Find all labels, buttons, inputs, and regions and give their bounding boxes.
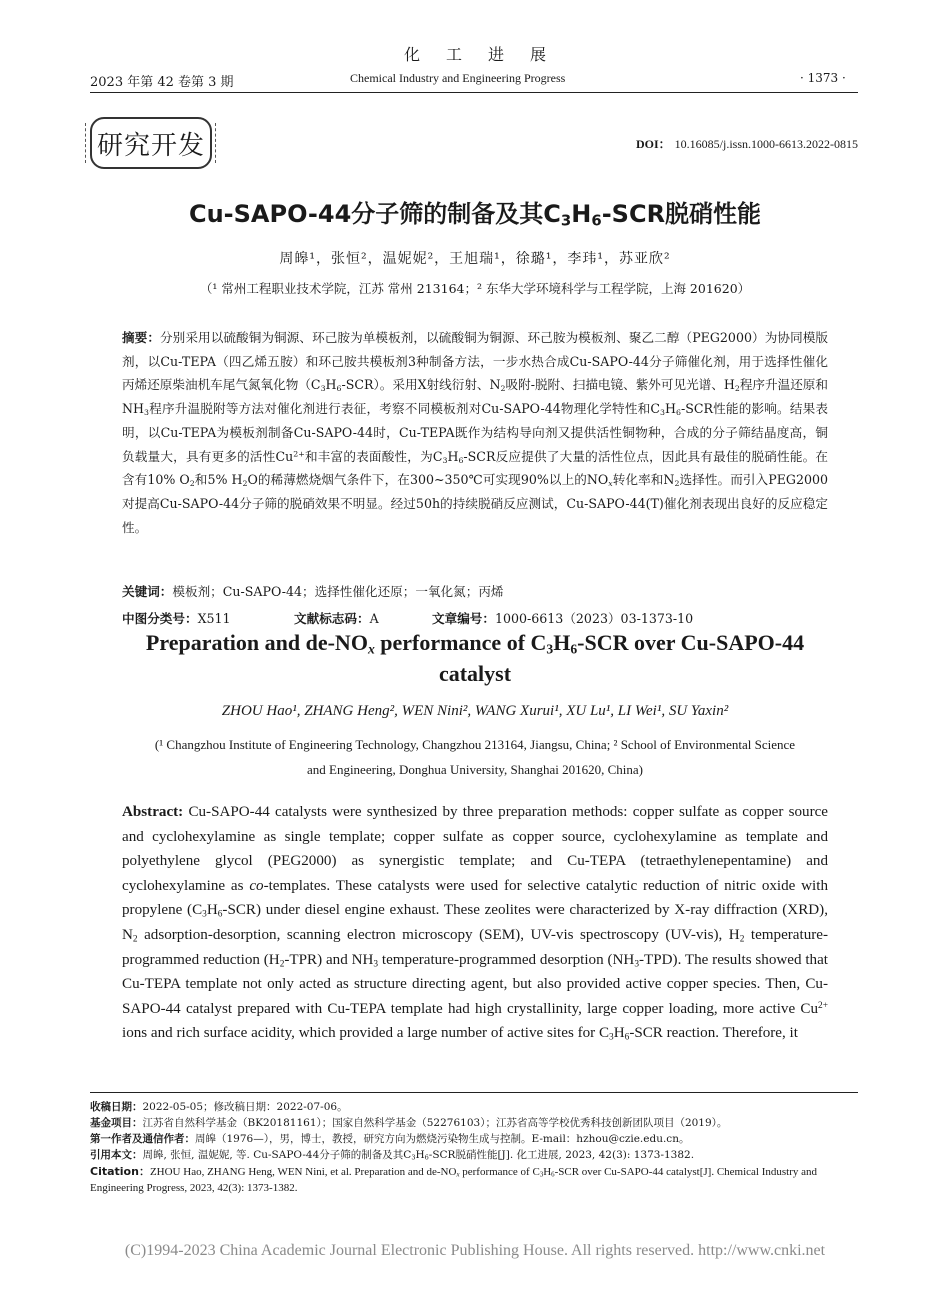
fund-label: 基金项目： — [90, 1117, 143, 1129]
journal-name-en: Chemical Industry and Engineering Progress — [350, 71, 566, 85]
affiliation-en-line1: (¹ Changzhou Institute of Engineering Technology, Changzhou 213164, Jiangsu, China; ² School of Environmental Science — [154, 737, 796, 752]
article-value: 1000-6613（2023）03-1373-10 — [494, 611, 694, 626]
cite-en-text: performance of C — [459, 1166, 540, 1178]
keywords-label: 关键词： — [122, 584, 173, 599]
abstract-en-text: H — [206, 902, 218, 919]
title-cn-part1: Cu-SAPO-44分子筛的制备及其C — [188, 200, 561, 228]
fund-text: 江苏省自然科学基金（BK20181161）；国家自然科学基金（52276103）；江苏省高等学校优秀科技创新团队项目（2019）。 — [142, 1117, 728, 1129]
keywords-text: 模板剂；Cu-SAPO-44；选择性催化还原；一氧化氮；丙烯 — [172, 584, 504, 599]
title-cn-sub: 3 — [560, 211, 572, 230]
title-en — [0, 627, 950, 689]
footnote-received — [90, 1099, 858, 1115]
abstract-cn-label: 摘要： — [122, 330, 161, 345]
doi-label: DOI： — [635, 137, 671, 151]
abstract-en-text: ions and rich surface acidity, which provided a large number of active sites for C — [122, 1025, 610, 1042]
abstract-en-label: Abstract: — [122, 804, 184, 820]
title-cn-sub: 6 — [591, 211, 602, 230]
doc-code — [294, 608, 379, 627]
doi[interactable] — [636, 135, 858, 152]
author-label: 第一作者及通信作者： — [90, 1133, 195, 1145]
title-en-text: H — [553, 630, 571, 655]
clc-value: X511 — [197, 611, 231, 626]
issue-info: 2023 年第 42 卷第 3 期 — [90, 75, 234, 90]
abstract-cn-text: O的稀薄燃烧烟气条件下，在300~350℃可实现90%以上的NO — [247, 472, 609, 488]
abstract-cn-text: 吸附-脱附、扫描电镜、紫外可见光谱、H — [505, 377, 735, 393]
abstract-en-text: adsorption-desorption, scanning electron microscopy (SEM), UV-vis spectroscopy (UV-vis), H — [137, 926, 740, 943]
abstract-en-text: -templates. These catalysts were used for selective catalytic reduction of nitric oxide with propylene (C — [122, 877, 828, 919]
title-cn-part3: -SCR脱硝性能 — [601, 200, 762, 228]
affiliation-en — [130, 732, 820, 782]
abstract-cn-text: 和丰富的表面酸性，为C — [304, 448, 443, 464]
title-en-sub: 6 — [570, 641, 578, 657]
title-cn-part2: H — [571, 200, 592, 228]
header-rule — [90, 92, 858, 93]
keywords-cn — [122, 581, 828, 600]
affiliation-en-line2: and Engineering, Donghua University, Shanghai 201620, China) — [306, 762, 643, 777]
footnote-cite-en: Citation：ZHOU Hao, ZHANG Heng, WEN Nini, et al. Preparation and $de-NO_x$ performance of $C_3H_6$-SCR over Cu-SAPO-44 catalyst[J]. Chemical Industry and Engineering Progress, 2023, 42(3): 1373-1382. — [90, 1165, 818, 1194]
footnote-rule — [90, 1092, 858, 1093]
authors-cn: 周皞¹，张恒²，温妮妮²，王旭瑞¹，徐璐¹，李玮¹，苏亚欣² — [279, 251, 671, 267]
abstract-en-italic: co — [249, 877, 264, 894]
column-badge: 研究开发 — [90, 117, 212, 169]
abstract-en-text: -TPD). The results showed that Cu-TEPA template not only acted as structure directing agent, but also provided active copper species. Then, Cu-SAPO-44 catalyst prepared with Cu-TEPA template had high crystallinity, large copper loading, more active Cu — [122, 951, 828, 1017]
abstract-cn: 摘要：分别采用以硫酸铜为铜源、环己胺为单模板剂，以硫酸铜为铜源、环己胺为模板剂、聚乙二醇（PEG2000）为协同模版剂，以Cu-TEPA（四乙烯五胺）和环己胺共模板剂3种制备方法，一步水热合成Cu-SAPO-44分子筛催化剂，用于选择性催化丙烯还原柴油机车尾气氮氧化物$(C_3H_6-SCR)$。采用X射线衍射、$N_2$吸附-脱附、扫描电镜、紫外可见光谱、$H_2$程序升温还原和$NH_3$程序升温脱附等方法对催化剂进行表征，考察不同模板剂对Cu-SAPO-44物理化学特性和$C_3H_6$-SCR性能的影响。结果表明，以Cu-TEPA为模板剂制备Cu-SAPO-44时，Cu-TEPA既作为结构导向剂又提供活性铜物种，合成的分子筛结晶度高，铜负载量大，具有更多的活性$Cu^{2+}$和丰富的表面酸性，为$C_3H_6$-SCR反应提供了大量的活性位点，因此具有最佳的脱硝性能。在含有10% $O_2$和5% $H_2O$的稀薄燃烧烟气条件下，在300~350℃可实现90%以上的$NO_x$转化率和$N_2$选择性。而引入PEG2000对提高Cu-SAPO-44分子筛的脱硝效果不明显。经过50h的持续脱硝反应测试，Cu-SAPO-44(T)催化剂表现出良好的反应稳定性。 — [122, 330, 828, 535]
abstract-cn-text: 分别采用以硫酸铜为铜源、环己胺为单模板剂，以硫酸铜为铜源、环己胺为模板剂、聚乙二醇（PEG2000）为协同模版剂，以Cu-TEPA（四乙烯五胺）和环己胺共模板剂3种制备方法，一步水热合成Cu-SAPO-44分子筛催化剂，用于选择性催化丙烯还原柴油机车尾气氮氧化物（C — [122, 330, 828, 393]
cite-cn-label: 引用本文： — [90, 1149, 143, 1161]
copyright-watermark: (C)1994-2023 China Academic Journal Electronic Publishing House. All rights reserved. http://www.cnki.net — [124, 1242, 826, 1259]
abstract-en-text: Cu-SAPO-44 catalysts were synthesized by three preparation methods: copper sulfate as copper source and cyclohexylamine as single template; copper sulfate as copper source, cyclohexylamine as template and polyethylene glycol (PEG2000) as synergistic template; and Cu-TEPA (tetraethylenepentamine) and cyclohexylamine as — [122, 804, 828, 894]
abstract-en-text: temperature-programmed reduction (H — [122, 926, 828, 968]
clc-label: 中图分类号： — [122, 611, 198, 626]
abstract-cn-text: H — [325, 377, 337, 393]
title-cn — [0, 194, 950, 229]
abstract-cn-text: 转化率和N — [612, 472, 675, 488]
footnote-cite-cn: 引用本文：周皞, 张恒, 温妮妮, 等. Cu-SAPO-44分子筛的制备及其$C_3H_6$-SCR脱硝性能[J]. 化工进展, 2023, 42(3): 1373-1382. — [90, 1149, 695, 1162]
footnote-author — [90, 1131, 858, 1147]
abstract-cn-text: H — [447, 448, 459, 464]
title-en-sub: 3 — [546, 641, 554, 657]
abstract-en-text: H — [613, 1025, 625, 1042]
doi-value[interactable]: 10.16085/j.issn.1000-6613.2022-0815 — [674, 137, 858, 151]
author-text: 周皞（1976—），男，博士，教授，研究方向为燃烧污染物生成与控制。E-mail：hzhou@czie.edu.cn。 — [195, 1133, 690, 1145]
abstract-cn-text: 选择性。而引入PEG2000对提高Cu-SAPO-44分子筛的脱硝效果不明显。经过50h的持续脱硝反应测试，Cu-SAPO-44(T)催化剂表现出良好的反应稳定性。 — [122, 472, 828, 535]
title-en-line2: catalyst — [438, 661, 512, 686]
doc-label: 文献标志码： — [294, 611, 370, 626]
abstract-cn-text: 程序升温还原和NH — [122, 377, 828, 417]
cite-cn-text: H — [415, 1149, 425, 1161]
title-en-text: -SCR over Cu-SAPO-44 — [577, 630, 805, 655]
cite-cn-text: -SCR脱硝性能[J]. 化工进展, 2023, 42(3): 1373-1382. — [428, 1149, 695, 1161]
abstract-en-text: -SCR) under diesel engine exhaust. These zeolites were characterized by X-ray diffraction (XRD), N — [122, 902, 828, 943]
abstract-cn-text: 和5% H — [194, 472, 243, 488]
received-text: 2022-05-05；修改稿日期：2022-07-06。 — [142, 1101, 348, 1113]
title-en-text: performance of C — [374, 630, 547, 655]
page-number: · 1373 · — [800, 71, 846, 85]
abstract-cn-text: -SCR）。采用X射线衍射、N — [341, 377, 501, 393]
abstract-cn-text: -SCR反应提供了大量的活性位点，因此具有最佳的脱硝性能。在含有10% O — [122, 448, 828, 488]
cite-en-text: -SCR over Cu-SAPO-44 catalyst[J]. Chemical Industry and Engineering Progress, 2023, 42(3): 1373-1382. — [90, 1166, 818, 1194]
doc-value: A — [369, 611, 379, 626]
abstract-en: Abstract: Cu-SAPO-44 catalysts were synthesized by three preparation methods: copper sulfate as copper source and cyclohexylamine as single template; copper sulfate as copper source, cyclohexylamine as template and polyethylene glycol (PEG2000) as synergistic template; and Cu-TEPA (tetraethylenepentamine) and cyclohexylamine as co-templates. These catalysts were used for selective catalytic reduction of nitric oxide with propylene $(C_3H_6-SCR)$ under diesel engine exhaust. These zeolites were characterized by X-ray diffraction (XRD), $N_2$ adsorption-desorption, scanning electron microscopy (SEM), UV-vis spectroscopy (UV-vis), $H_2$ temperature-programmed reduction $(H_2-TPR)$ and $NH_3$ temperature-programmed desorption $(NH_3-TPD)$. The results showed that Cu-TEPA template not only acted as structure directing agent, but also provided active copper species. Then, Cu-SAPO-44 catalyst prepared with Cu-TEPA template had high crystallinity, large copper loading, more active $Cu^{2+}$ ions and rich surface acidity, which provided a large number of active sites for $C_3H_6$-SCR reaction. Therefore, it — [122, 804, 828, 1043]
title-en-sub: x — [367, 641, 375, 657]
cite-en-text: H — [543, 1166, 552, 1178]
received-label: 收稿日期： — [90, 1101, 143, 1113]
footnote-fund — [90, 1115, 858, 1131]
cite-en-label: Citation： — [90, 1165, 150, 1178]
title-en-text: Preparation and de-NO — [145, 630, 368, 655]
authors-en: ZHOU Hao¹, ZHANG Heng², WEN Nini², WANG Xurui¹, XU Lu¹, LI Wei¹, SU Yaxin² — [221, 703, 729, 719]
abstract-cn-text: H — [665, 401, 676, 417]
cite-en-text: ZHOU Hao, ZHANG Heng, WEN Nini, et al. Preparation and de-NO — [149, 1166, 457, 1178]
cite-cn-text: 周皞, 张恒, 温妮妮, 等. Cu-SAPO-44分子筛的制备及其C — [142, 1149, 412, 1161]
affiliation-cn: （¹ 常州工程职业技术学院，江苏 常州 213164；² 东华大学环境科学与工程学院，上海 201620） — [199, 281, 751, 296]
article-number — [432, 608, 693, 627]
abstract-en-text: -TPR) and NH — [284, 951, 374, 968]
abstract-en-text: -SCR reaction. Therefore, it — [629, 1025, 798, 1042]
abstract-cn-text: -SCR性能的影响。结果表明，以Cu-TEPA为模板剂制备Cu-SAPO-44时，Cu-TEPA既作为结构导向剂又提供活性铜物种，合成的分子筛结晶度高，铜负载量大，具有更多的活性Cu — [122, 401, 828, 464]
clc-number — [122, 608, 231, 627]
article-label: 文章编号： — [432, 611, 495, 626]
abstract-cn-text: 程序升温脱附等方法对催化剂进行表征，考察不同模板剂对Cu-SAPO-44物理化学特性和C — [148, 401, 661, 417]
abstract-en-text: temperature-programmed desorption (NH — [378, 951, 635, 968]
journal-name-cn: 化工进展 — [403, 45, 572, 64]
